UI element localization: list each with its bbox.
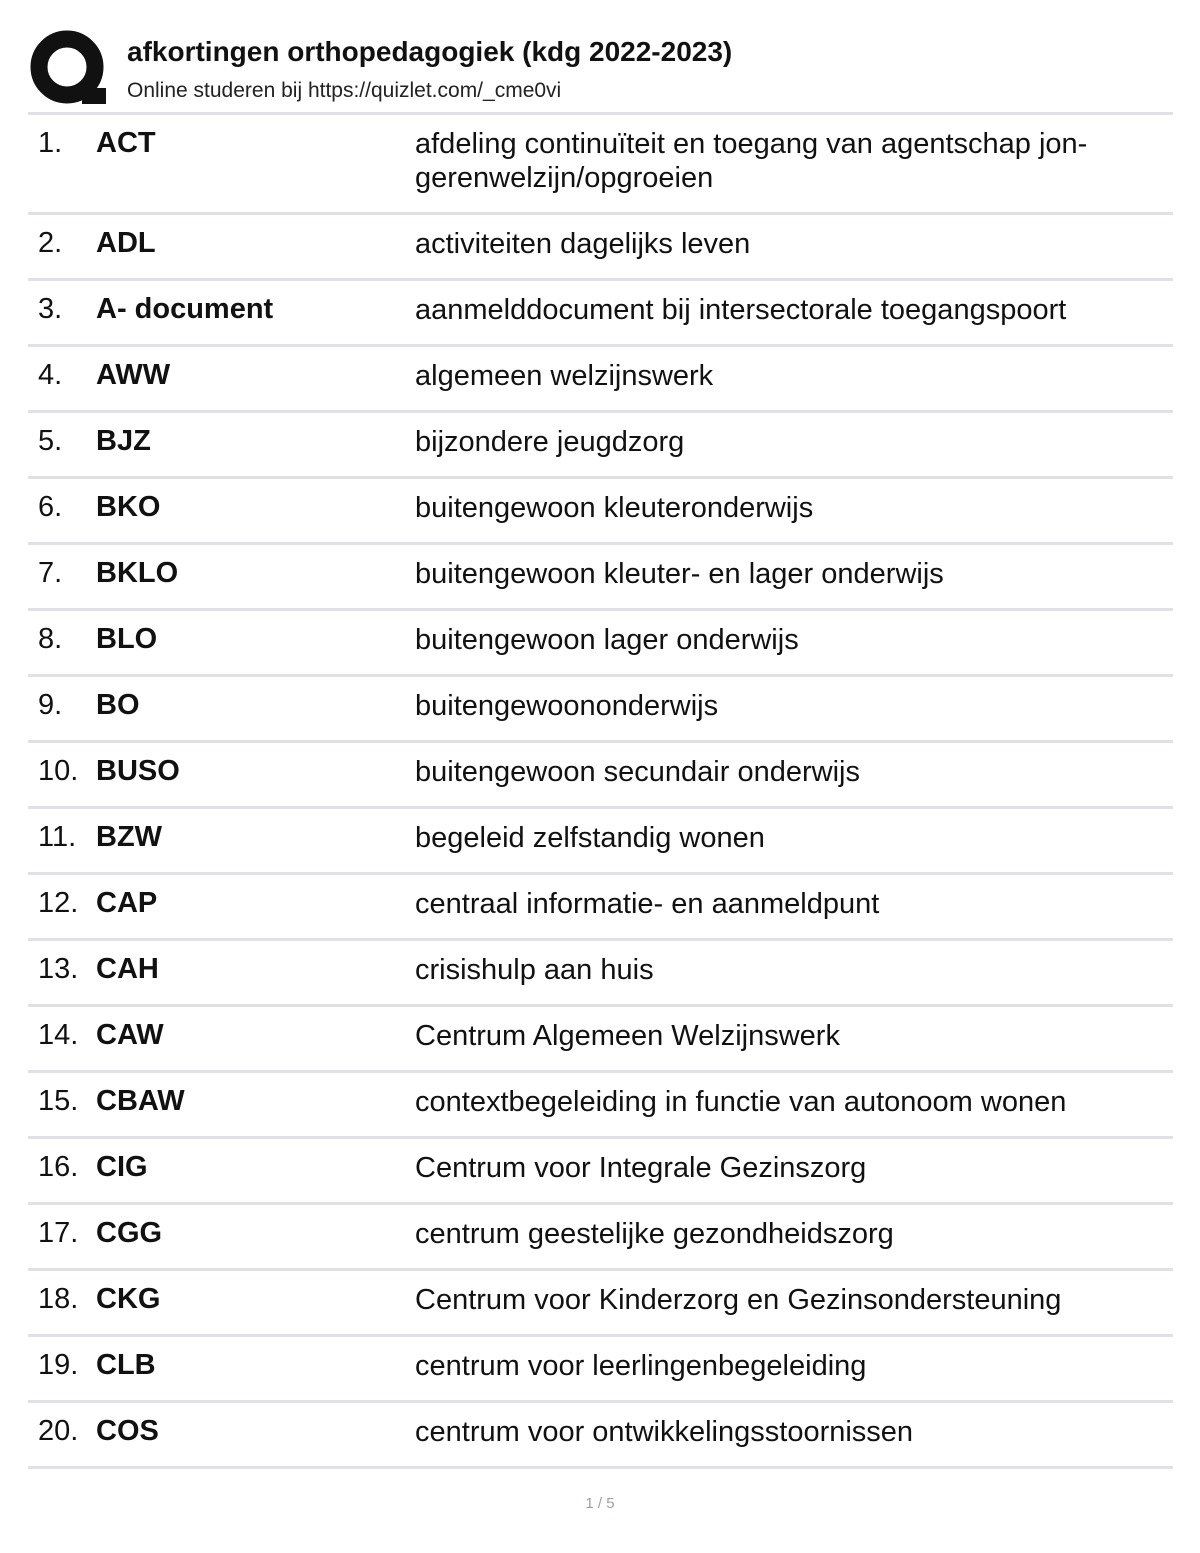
item-definition: activiteiten dagelijks leven <box>415 228 751 260</box>
item-definition: Centrum voor Kinderzorg en Gezinsondersteuning <box>415 1284 1062 1316</box>
list-item <box>28 677 1173 743</box>
list-item <box>28 115 1173 215</box>
item-term: CAP <box>96 887 158 919</box>
item-definition: centrum voor ontwikkelingsstoornissen <box>415 1416 914 1448</box>
item-term: ACT <box>96 127 156 159</box>
item-term: BO <box>96 689 140 721</box>
item-term: A- document <box>96 293 274 325</box>
item-definition: afdeling continuïteit en toegang van agentschap jon-gerenwelzijn/opgroeien <box>415 128 1088 194</box>
item-definition: buitengewoon secundair onderwijs <box>415 756 860 788</box>
item-number: 14. <box>38 1019 79 1051</box>
quizlet-q-logo-icon <box>30 30 108 108</box>
item-definition: buitengewoon lager onderwijs <box>415 624 799 656</box>
item-definition: algemeen welzijnswerk <box>415 360 714 392</box>
item-definition: crisishulp aan huis <box>415 954 654 986</box>
list-item <box>28 347 1173 413</box>
item-term: BLO <box>96 623 158 655</box>
item-term: CAW <box>96 1019 164 1051</box>
list-item <box>28 875 1173 941</box>
list-item <box>28 809 1173 875</box>
term-list <box>28 112 1173 1469</box>
item-number: 7. <box>38 557 63 589</box>
list-item <box>28 1271 1173 1337</box>
item-number: 4. <box>38 359 63 391</box>
item-definition: aanmelddocument bij intersectorale toegangspoort <box>415 294 1067 326</box>
item-term: ADL <box>96 227 156 259</box>
item-term: CKG <box>96 1283 161 1315</box>
item-term: BKLO <box>96 557 179 589</box>
list-item <box>28 1205 1173 1271</box>
item-number: 15. <box>38 1085 79 1117</box>
item-definition: Centrum voor Integrale Gezinszorg <box>415 1152 867 1184</box>
item-number: 19. <box>38 1349 79 1381</box>
item-number: 11. <box>38 821 77 853</box>
item-definition: centraal informatie- en aanmeldpunt <box>415 888 880 920</box>
item-definition: buitengewoon kleuteronderwijs <box>415 492 814 524</box>
list-item <box>28 1007 1173 1073</box>
item-term: CBAW <box>96 1085 185 1117</box>
document-title: afkortingen orthopedagogiek (kdg 2022-2023) <box>127 36 733 67</box>
item-definition: centrum voor leerlingenbegeleiding <box>415 1350 867 1382</box>
item-number: 16. <box>38 1151 79 1183</box>
item-number: 20. <box>38 1415 79 1447</box>
item-definition: contextbegeleiding in functie van autonoom wonen <box>415 1086 1067 1118</box>
item-definition: bijzondere jeugdzorg <box>415 426 685 458</box>
page-number: 1 / 5 <box>585 1495 615 1512</box>
item-term: BUSO <box>96 755 180 787</box>
item-number: 6. <box>38 491 63 523</box>
item-number: 12. <box>38 887 79 919</box>
item-number: 9. <box>38 689 63 721</box>
item-number: 2. <box>38 227 63 259</box>
item-term: BZW <box>96 821 163 853</box>
item-number: 3. <box>38 293 63 325</box>
item-number: 5. <box>38 425 63 457</box>
list-item <box>28 281 1173 347</box>
item-number: 10. <box>38 755 79 787</box>
item-number: 17. <box>38 1217 79 1249</box>
item-definition: buitengewoononderwijs <box>415 690 719 722</box>
list-item <box>28 611 1173 677</box>
item-number: 13. <box>38 953 79 985</box>
list-item <box>28 941 1173 1007</box>
item-term: BKO <box>96 491 161 523</box>
document-subtitle: Online studeren bij https://quizlet.com/_cme0vi <box>127 79 562 102</box>
item-term: AWW <box>96 359 171 391</box>
item-definition: centrum geestelijke gezondheidszorg <box>415 1218 894 1250</box>
list-item <box>28 1139 1173 1205</box>
item-term: CAH <box>96 953 159 985</box>
list-item <box>28 743 1173 809</box>
list-item <box>28 1073 1173 1139</box>
item-term: COS <box>96 1415 159 1447</box>
document-header <box>30 30 1175 108</box>
list-item <box>28 479 1173 545</box>
list-item <box>28 413 1173 479</box>
item-term: CIG <box>96 1151 148 1183</box>
item-definition: begeleid zelfstandig wonen <box>415 822 765 854</box>
item-number: 18. <box>38 1283 79 1315</box>
item-definition: Centrum Algemeen Welzijnswerk <box>415 1020 840 1052</box>
item-term: CGG <box>96 1217 163 1249</box>
list-item <box>28 215 1173 281</box>
item-term: BJZ <box>96 425 151 457</box>
list-item <box>28 545 1173 611</box>
item-number: 8. <box>38 623 63 655</box>
list-item <box>28 1337 1173 1403</box>
item-term: CLB <box>96 1349 156 1381</box>
item-definition: buitengewoon kleuter- en lager onderwijs <box>415 558 944 590</box>
item-number: 1. <box>38 127 63 159</box>
list-item <box>28 1403 1173 1469</box>
